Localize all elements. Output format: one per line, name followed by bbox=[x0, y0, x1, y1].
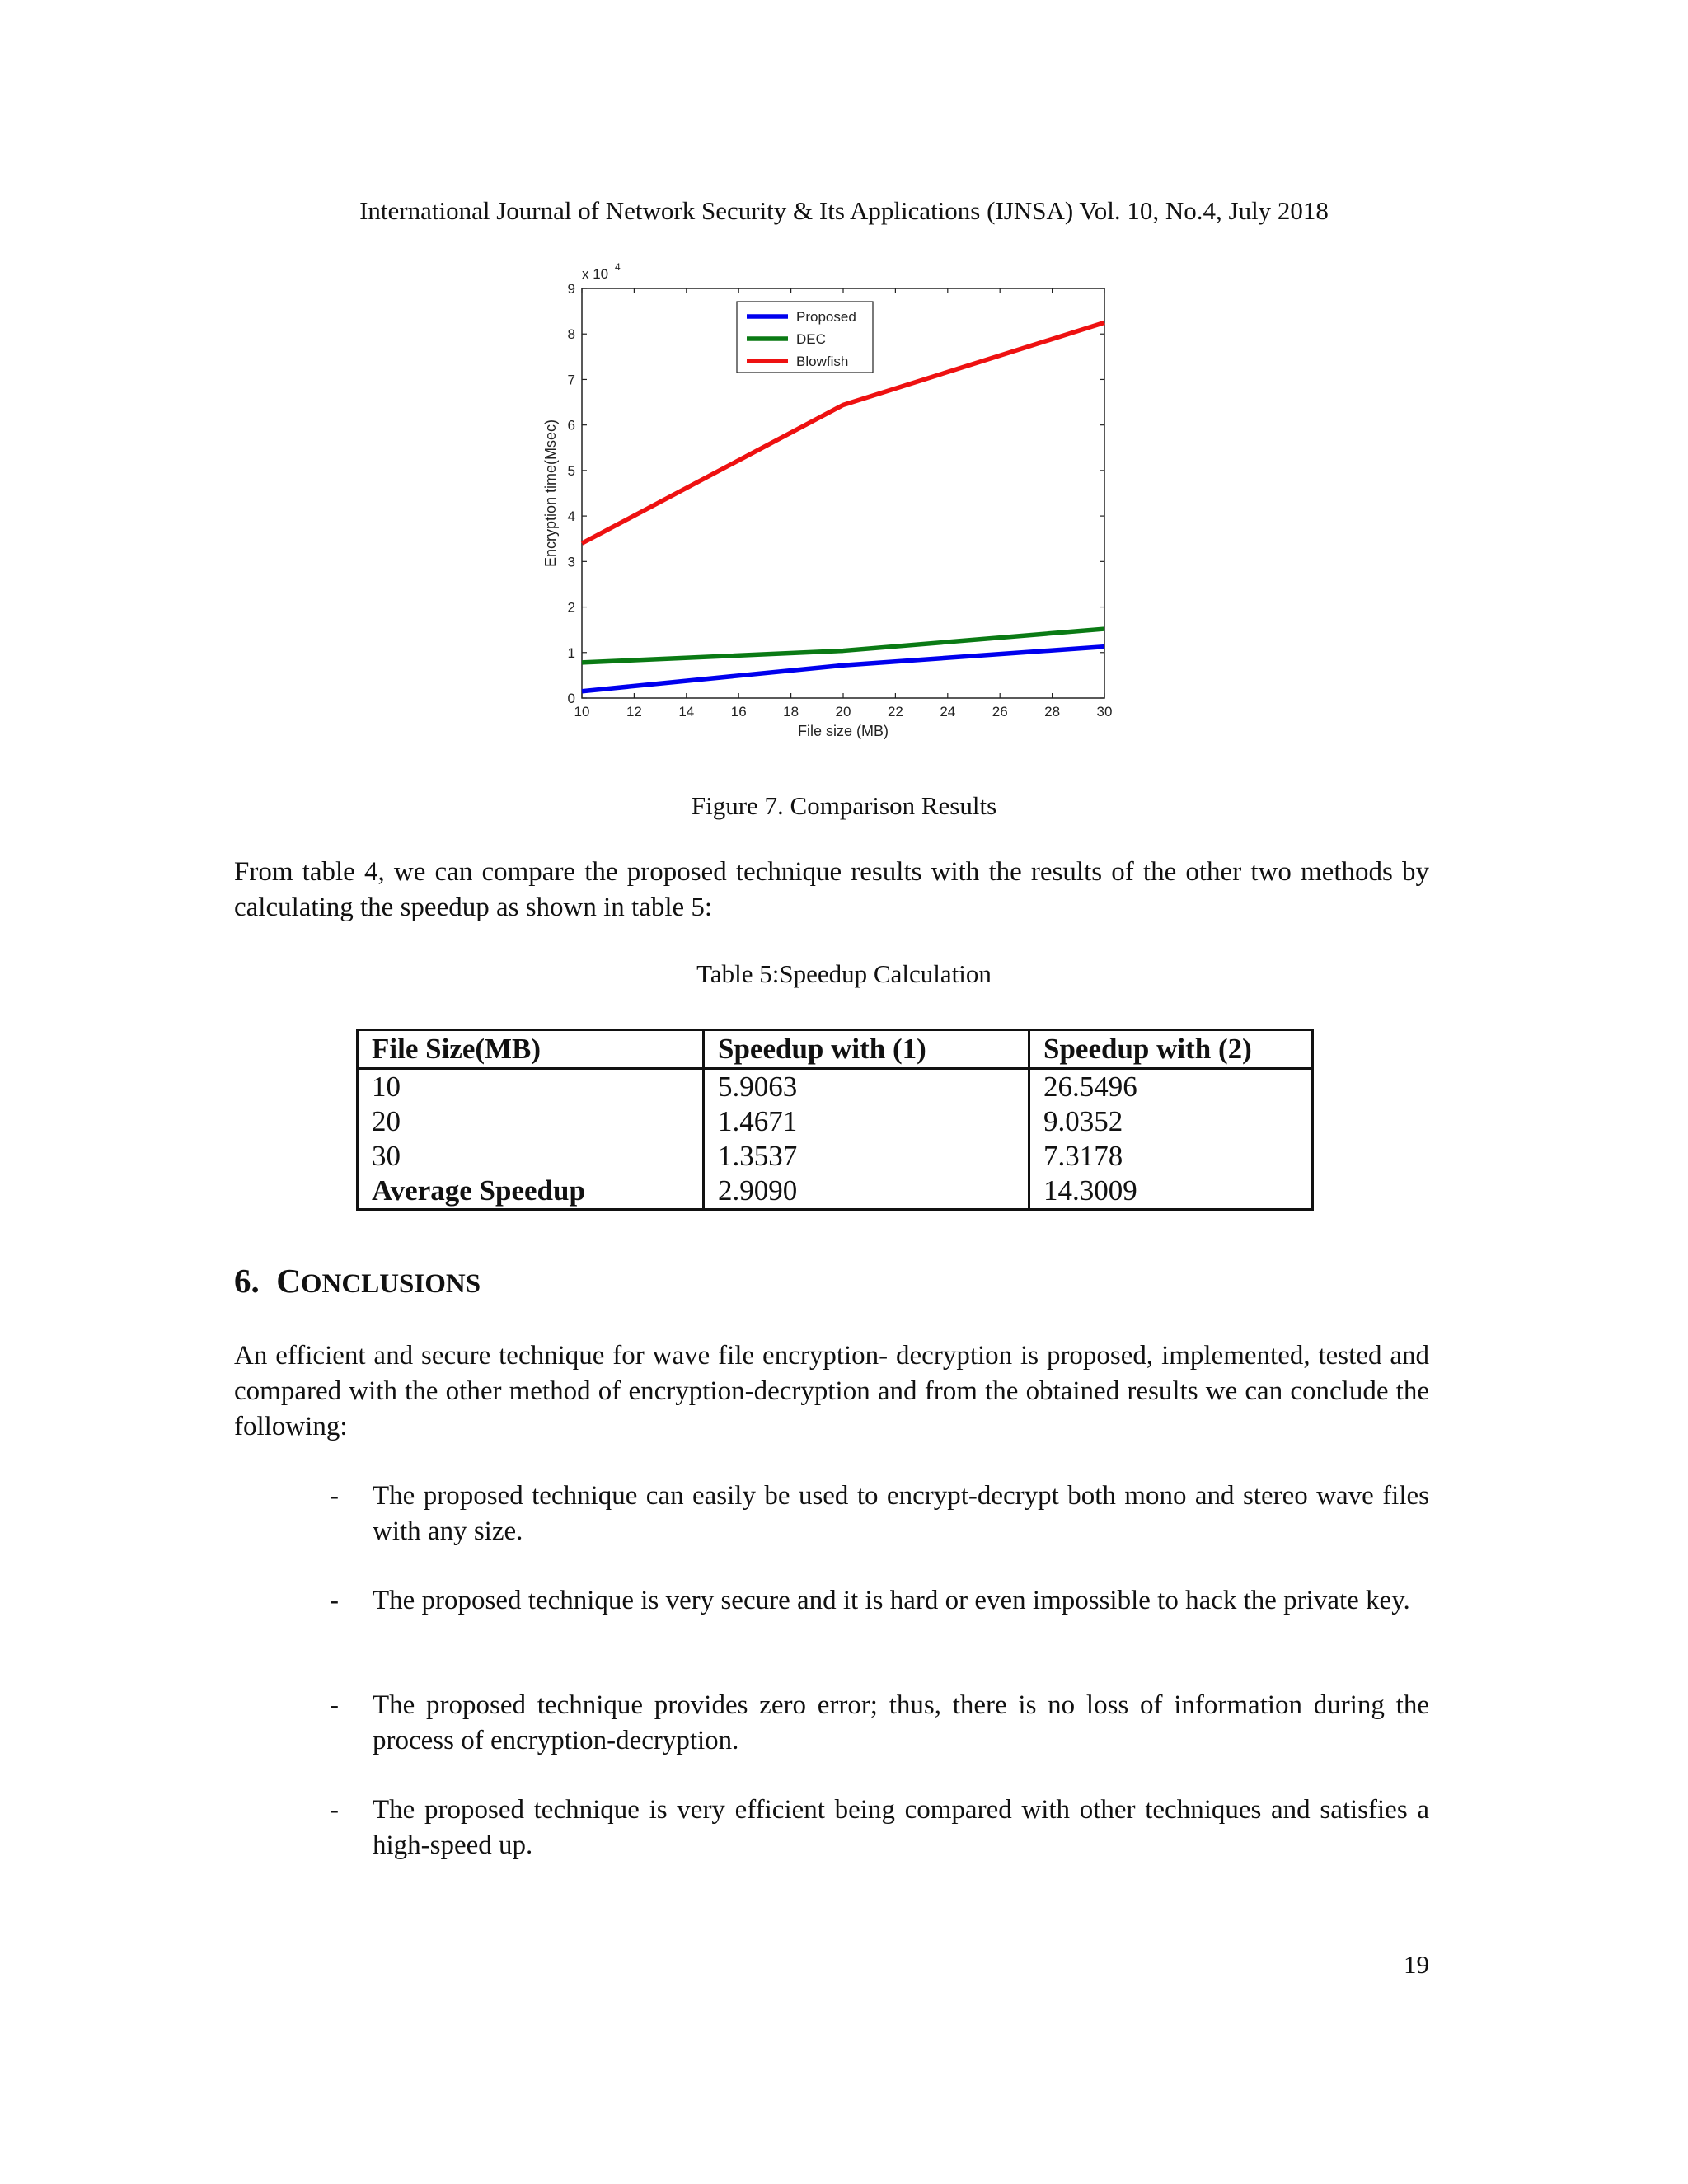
table-cell: 10 bbox=[358, 1069, 704, 1105]
table-row bbox=[358, 1104, 1313, 1139]
bullet-item bbox=[330, 1583, 1429, 1619]
speedup-table bbox=[356, 1029, 1314, 1211]
chart-svg bbox=[528, 257, 1129, 752]
table-cell: Average Speedup bbox=[358, 1174, 704, 1210]
table-cell: 7.3178 bbox=[1029, 1139, 1313, 1174]
table-cell: 5.9063 bbox=[704, 1069, 1029, 1105]
table-cell: 1.4671 bbox=[704, 1104, 1029, 1139]
bullet-marker: - bbox=[330, 1795, 339, 1825]
paragraph-intro: From table 4, we can compare the proposed technique results with the results of the other two methods by calculating the speedup as shown in table 5: bbox=[234, 857, 1429, 922]
table-cell: 2.9090 bbox=[704, 1174, 1029, 1210]
bullet-marker: - bbox=[330, 1586, 339, 1615]
bullet-marker: - bbox=[330, 1690, 339, 1720]
bullet-text: The proposed technique is very efficient being compared with other techniques and satisfies a high-speed up. bbox=[373, 1795, 1429, 1860]
x-tick-label: 26 bbox=[992, 704, 1008, 719]
table-header-cell: Speedup with (2) bbox=[1029, 1030, 1313, 1069]
x-tick-label: 22 bbox=[887, 704, 903, 719]
bullet-text: The proposed technique provides zero error; thus, there is no loss of information during the process of encryption-decryption. bbox=[373, 1690, 1429, 1755]
table-row-average bbox=[358, 1174, 1313, 1210]
x-tick-label: 18 bbox=[783, 704, 799, 719]
x-axis-label: File size (MB) bbox=[797, 723, 889, 739]
x-tick-label: 24 bbox=[940, 704, 956, 719]
bullet-text: The proposed technique is very secure and it is hard or even impossible to hack the private key. bbox=[373, 1586, 1410, 1615]
y-exponent-label: x 10 bbox=[582, 266, 609, 282]
table-header-cell: File Size(MB) bbox=[358, 1030, 704, 1069]
table-cell: 20 bbox=[358, 1104, 704, 1139]
figure-caption: Figure 7. Comparison Results bbox=[691, 791, 997, 820]
bullet-marker: - bbox=[330, 1481, 339, 1511]
legend-label: Proposed bbox=[796, 309, 856, 325]
x-tick-label: 20 bbox=[835, 704, 851, 719]
table-header-cell: Speedup with (1) bbox=[704, 1030, 1029, 1069]
section-heading bbox=[234, 1261, 481, 1301]
y-tick-label: 6 bbox=[567, 417, 575, 434]
legend-label: Blowfish bbox=[796, 354, 849, 369]
bullet-item bbox=[330, 1793, 1429, 1863]
page-number: 19 bbox=[1404, 1950, 1429, 1979]
section-title-rest: ONCLUSIONS bbox=[300, 1269, 481, 1299]
y-exponent-power: 4 bbox=[615, 261, 621, 273]
y-tick-label: 7 bbox=[567, 372, 575, 388]
x-tick-label: 10 bbox=[574, 704, 590, 719]
y-tick-label: 8 bbox=[567, 326, 575, 343]
y-tick-label: 4 bbox=[567, 509, 575, 525]
x-tick-label: 14 bbox=[678, 704, 695, 719]
y-tick-label: 1 bbox=[567, 644, 575, 661]
table-row bbox=[358, 1139, 1313, 1174]
y-tick-label: 2 bbox=[567, 599, 575, 616]
section-title-initial: C bbox=[276, 1262, 301, 1300]
section-number: 6. bbox=[234, 1262, 260, 1300]
y-tick-label: 0 bbox=[567, 691, 575, 706]
table-cell: 9.0352 bbox=[1029, 1104, 1313, 1139]
table-cell: 1.3537 bbox=[704, 1139, 1029, 1174]
bullet-text: The proposed technique can easily be used to encrypt-decrypt both mono and stereo wave files with any size. bbox=[373, 1481, 1429, 1546]
y-tick-label: 9 bbox=[567, 281, 575, 297]
y-tick-label: 3 bbox=[567, 554, 575, 570]
journal-header: International Journal of Network Security & Its Applications (IJNSA) Vol. 10, No.4, July 2018 bbox=[359, 196, 1329, 225]
x-tick-label: 30 bbox=[1096, 704, 1113, 719]
table-cell: 14.3009 bbox=[1029, 1174, 1313, 1210]
legend-label: DEC bbox=[796, 331, 826, 347]
table-caption: Table 5:Speedup Calculation bbox=[696, 959, 992, 988]
x-tick-label: 16 bbox=[730, 704, 747, 719]
x-tick-label: 12 bbox=[626, 704, 642, 719]
y-tick-label: 5 bbox=[567, 462, 575, 479]
bullet-item bbox=[330, 1688, 1429, 1759]
paragraph-conclusions: An efficient and secure technique for wave file encryption- decryption is proposed, implemented, tested and compared with the other method of encryption-decryption and from the obtained results we can conclude the following: bbox=[234, 1341, 1429, 1441]
bullet-item bbox=[330, 1479, 1429, 1549]
series-line-proposed bbox=[582, 647, 1104, 691]
x-tick-label: 28 bbox=[1044, 704, 1061, 719]
y-axis-label: Encryption time(Msec) bbox=[542, 419, 559, 568]
table-cell: 26.5496 bbox=[1029, 1069, 1313, 1105]
table-header-row bbox=[358, 1030, 1313, 1069]
table-row bbox=[358, 1069, 1313, 1105]
series-line-dec bbox=[582, 629, 1104, 663]
comparison-chart bbox=[528, 257, 1129, 752]
table-cell: 30 bbox=[358, 1139, 704, 1174]
